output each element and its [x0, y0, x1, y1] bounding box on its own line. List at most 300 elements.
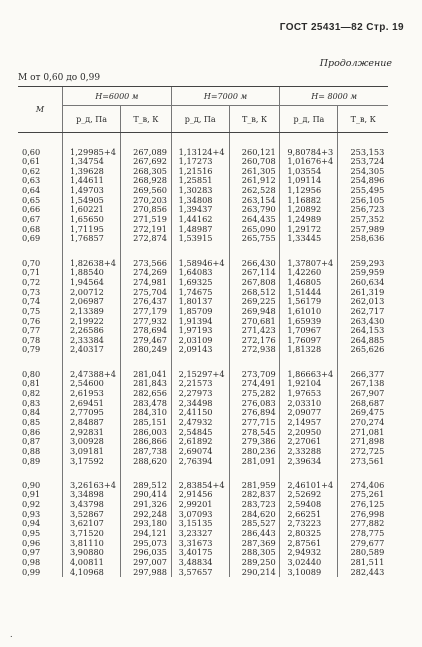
pressure-cell: 2,40317 [63, 345, 121, 355]
mach-cell: 0,96 [22, 537, 41, 548]
pressure-cell: 2,84887 [63, 418, 121, 428]
pressure-cell: 1,65650 [63, 215, 121, 225]
pressure-cell: 1,70967 [280, 326, 338, 336]
pressure-cell: 1,54905 [63, 196, 121, 206]
temperature-cell: 269,560 [121, 186, 172, 196]
table-row [18, 234, 388, 244]
pressure-cell: 1,03554 [280, 167, 338, 177]
temperature-cell: 274,406 [338, 481, 388, 491]
temperature-cell: 275,282 [229, 389, 280, 399]
mach-cell: 0,62 [22, 165, 41, 176]
temperature-cell: 297,988 [121, 568, 172, 578]
pressure-cell: 2,33288 [280, 447, 338, 457]
mach-cell: 0,94 [22, 518, 41, 529]
pressure-cell: 1,34754 [63, 157, 121, 167]
temperature-cell: 267,114 [229, 268, 280, 278]
pressure-cell: 3,48834 [171, 558, 229, 568]
temperature-cell: 276,894 [229, 408, 280, 418]
temperature-cell: 281,091 [229, 457, 280, 467]
temperature-cell: 267,808 [229, 278, 280, 288]
pressure-cell: 1,86663+4 [280, 370, 338, 380]
pressure-cell: 2,14957 [280, 418, 338, 428]
temperature-cell: 286,003 [121, 428, 172, 438]
pressure-cell: 2,09077 [280, 408, 338, 418]
pressure-cell: 2,83854+4 [171, 481, 229, 491]
group-spacer [18, 466, 388, 481]
pressure-cell: 3,62107 [63, 519, 121, 529]
mach-cell: 0,66 [22, 204, 41, 215]
temperature-cell: 259,959 [338, 268, 388, 278]
temperature-cell: 267,089 [121, 148, 172, 158]
temperature-header: T_в, К [338, 106, 388, 133]
temperature-cell: 286,866 [121, 437, 172, 447]
pressure-cell: 2,20950 [280, 428, 338, 438]
pressure-cell: 2,41150 [171, 408, 229, 418]
pressure-cell: 2,33384 [63, 336, 121, 346]
pressure-cell: 1,64083 [171, 268, 229, 278]
pressure-cell: 3,02440 [280, 558, 338, 568]
mach-cell: 0,97 [22, 547, 41, 558]
mach-cell: 0,61 [22, 156, 41, 167]
mach-cell: 0,65 [22, 194, 41, 205]
temperature-cell: 284,310 [121, 408, 172, 418]
pressure-cell: 2,87561 [280, 539, 338, 549]
mach-cell: 0,67 [22, 214, 41, 225]
temperature-cell: 290,214 [229, 568, 280, 578]
pressure-cell: 2,46101+4 [280, 481, 338, 491]
pressure-cell: 2,19922 [63, 317, 121, 327]
temperature-header: T_в, К [121, 106, 172, 133]
pressure-cell: 2,54600 [63, 379, 121, 389]
temperature-cell: 272,725 [338, 447, 388, 457]
pressure-cell: 3,23327 [171, 529, 229, 539]
mach-cell: 0,76 [22, 315, 41, 326]
temperature-cell: 277,179 [121, 307, 172, 317]
pressure-cell: 3,15135 [171, 519, 229, 529]
pressure-cell: 1,94564 [63, 278, 121, 288]
pressure-cell: 3,40175 [171, 548, 229, 558]
temperature-cell: 280,236 [229, 447, 280, 457]
temperature-cell: 283,478 [121, 399, 172, 409]
pressure-cell: 2,39634 [280, 457, 338, 467]
pressure-cell: 2,15297+4 [171, 370, 229, 380]
temperature-cell: 274,981 [121, 278, 172, 288]
mach-cell: 0,90 [22, 479, 41, 490]
temperature-cell: 262,717 [338, 307, 388, 317]
mach-cell: 0,86 [22, 426, 41, 437]
pressure-cell: 2,80325 [280, 529, 338, 539]
mach-cell: 0,87 [22, 436, 41, 447]
temperature-cell: 264,435 [229, 215, 280, 225]
pressure-cell: 2,94932 [280, 548, 338, 558]
temperature-cell: 263,430 [338, 317, 388, 327]
pressure-header: p_д, Па [171, 106, 229, 133]
atmosphere-table [18, 86, 388, 577]
temperature-cell: 282,656 [121, 389, 172, 399]
temperature-cell: 297,007 [121, 558, 172, 568]
pressure-cell: 1,49703 [63, 186, 121, 196]
mach-cell: 0,85 [22, 416, 41, 427]
pressure-cell: 1,39437 [171, 205, 229, 215]
temperature-cell: 266,430 [229, 259, 280, 269]
pressure-cell: 1,60221 [63, 205, 121, 215]
pressure-cell: 1,13124+4 [171, 148, 229, 158]
group-spacer [18, 355, 388, 370]
pressure-cell: 1,33445 [280, 234, 338, 244]
pressure-cell: 2,13389 [63, 307, 121, 317]
pressure-cell: 1,51444 [280, 288, 338, 298]
temperature-cell: 256,105 [338, 196, 388, 206]
temperature-cell: 253,153 [338, 148, 388, 158]
mach-cell: 0,73 [22, 286, 41, 297]
temperature-cell: 285,527 [229, 519, 280, 529]
page-mark: . [10, 630, 13, 639]
mach-cell: 0,80 [22, 368, 41, 379]
pressure-cell: 2,27973 [171, 389, 229, 399]
pressure-cell: 1,34808 [171, 196, 229, 206]
temperature-cell: 277,715 [229, 418, 280, 428]
pressure-cell: 3,57657 [171, 568, 229, 578]
pressure-cell: 1,37807+4 [280, 259, 338, 269]
pressure-cell: 2,91456 [171, 490, 229, 500]
temperature-cell: 279,677 [338, 539, 388, 549]
temperature-cell: 276,998 [338, 510, 388, 520]
temperature-cell: 267,907 [338, 389, 388, 399]
pressure-cell: 3,10089 [280, 568, 338, 578]
continuation-label: Продолжение [319, 58, 392, 69]
pressure-cell: 2,66251 [280, 510, 338, 520]
pressure-cell: 1,44611 [63, 176, 121, 186]
temperature-cell: 257,352 [338, 215, 388, 225]
mach-cell: 0,92 [22, 499, 41, 509]
pressure-cell: 2,61953 [63, 389, 121, 399]
mach-cell: 0,99 [22, 566, 41, 577]
mach-cell: 0,74 [22, 296, 41, 307]
temperature-cell: 284,620 [229, 510, 280, 520]
pressure-cell: 1,69325 [171, 278, 229, 288]
temperature-cell: 259,293 [338, 259, 388, 269]
mach-cell: 0,78 [22, 334, 41, 345]
temperature-cell: 287,369 [229, 539, 280, 549]
temperature-cell: 257,989 [338, 225, 388, 235]
pressure-cell: 2,34498 [171, 399, 229, 409]
pressure-cell: 2,77095 [63, 408, 121, 418]
temperature-cell: 286,443 [229, 529, 280, 539]
pressure-cell: 1,24989 [280, 215, 338, 225]
pressure-cell: 1,01676+4 [280, 157, 338, 167]
mach-cell: 0,69 [22, 233, 41, 244]
altitude-header: H=7000 м [171, 87, 280, 106]
pressure-cell: 2,69074 [171, 447, 229, 457]
mach-cell: 0,75 [22, 305, 41, 316]
pressure-cell: 1,81328 [280, 345, 338, 355]
pressure-cell: 1,21516 [171, 167, 229, 177]
pressure-cell: 1,71195 [63, 225, 121, 235]
page-header: ГОСТ 25431—82 Стр. 19 [279, 22, 404, 33]
temperature-cell: 276,083 [229, 399, 280, 409]
col-m-header: M [18, 87, 63, 133]
temperature-cell: 279,386 [229, 437, 280, 447]
pressure-cell: 2,06987 [63, 297, 121, 307]
temperature-cell: 296,035 [121, 548, 172, 558]
pressure-cell: 1,76857 [63, 234, 121, 244]
temperature-cell: 263,154 [229, 196, 280, 206]
temperature-cell: 275,704 [121, 288, 172, 298]
temperature-cell: 289,512 [121, 481, 172, 491]
temperature-cell: 280,249 [121, 345, 172, 355]
pressure-cell: 3,43798 [63, 500, 121, 510]
pressure-cell: 3,26163+4 [63, 481, 121, 491]
pressure-cell: 1,29985+4 [63, 148, 121, 158]
temperature-cell: 268,305 [121, 167, 172, 177]
pressure-cell: 1,16882 [280, 196, 338, 206]
temperature-cell: 276,437 [121, 297, 172, 307]
pressure-cell: 3,00928 [63, 437, 121, 447]
pressure-cell: 1,46805 [280, 278, 338, 288]
pressure-cell: 3,07093 [171, 510, 229, 520]
pressure-cell: 2,00712 [63, 288, 121, 298]
pressure-cell: 3,81110 [63, 539, 121, 549]
temperature-cell: 295,073 [121, 539, 172, 549]
table-row [18, 345, 388, 355]
mach-cell: 0,79 [22, 344, 41, 355]
pressure-cell: 1,97653 [280, 389, 338, 399]
temperature-cell: 268,512 [229, 288, 280, 298]
group-spacer [18, 133, 388, 148]
temperature-cell: 271,898 [338, 437, 388, 447]
temperature-cell: 269,225 [229, 297, 280, 307]
pressure-cell: 2,76394 [171, 457, 229, 467]
temperature-cell: 272,938 [229, 345, 280, 355]
pressure-cell: 2,03109 [171, 336, 229, 346]
pressure-cell: 1,80137 [171, 297, 229, 307]
pressure-cell: 3,90880 [63, 548, 121, 558]
temperature-cell: 265,626 [338, 345, 388, 355]
pressure-cell: 1,39628 [63, 167, 121, 177]
mach-cell: 0,89 [22, 455, 41, 466]
pressure-cell: 2,73223 [280, 519, 338, 529]
temperature-cell: 262,013 [338, 297, 388, 307]
pressure-cell: 2,54845 [171, 428, 229, 438]
temperature-cell: 272,191 [121, 225, 172, 235]
temperature-cell: 264,153 [338, 326, 388, 336]
temperature-cell: 266,377 [338, 370, 388, 380]
pressure-cell: 1,30283 [171, 186, 229, 196]
temperature-cell: 264,885 [338, 336, 388, 346]
temperature-cell: 274,269 [121, 268, 172, 278]
temperature-cell: 270,274 [338, 418, 388, 428]
temperature-cell: 270,203 [121, 196, 172, 206]
mach-cell: 0,77 [22, 325, 41, 336]
temperature-cell: 268,687 [338, 399, 388, 409]
temperature-cell: 261,319 [338, 288, 388, 298]
pressure-cell: 1,20892 [280, 205, 338, 215]
pressure-cell: 1,56179 [280, 297, 338, 307]
temperature-cell: 256,723 [338, 205, 388, 215]
mach-cell: 0,68 [22, 223, 41, 234]
pressure-cell: 2,52692 [280, 490, 338, 500]
temperature-cell: 281,843 [121, 379, 172, 389]
table-body [18, 133, 388, 578]
temperature-cell: 292,248 [121, 510, 172, 520]
temperature-cell: 254,305 [338, 167, 388, 177]
temperature-cell: 261,912 [229, 176, 280, 186]
temperature-cell: 267,138 [338, 379, 388, 389]
temperature-cell: 254,896 [338, 176, 388, 186]
temperature-cell: 287,738 [121, 447, 172, 457]
temperature-cell: 268,928 [121, 176, 172, 186]
pressure-cell: 1,91394 [171, 317, 229, 327]
altitude-header: H=6000 м [63, 87, 172, 106]
mach-cell: 0,95 [22, 527, 41, 538]
pressure-cell: 1,58946+4 [171, 259, 229, 269]
temperature-cell: 277,932 [121, 317, 172, 327]
pressure-cell: 2,92831 [63, 428, 121, 438]
pressure-cell: 3,71520 [63, 529, 121, 539]
pressure-cell: 2,61892 [171, 437, 229, 447]
altitude-header: H= 8000 м [280, 87, 388, 106]
temperature-cell: 291,326 [121, 500, 172, 510]
temperature-cell: 273,561 [338, 457, 388, 467]
table-row [18, 568, 388, 578]
temperature-cell: 270,856 [121, 205, 172, 215]
mach-cell: 0,91 [22, 489, 41, 500]
pressure-cell: 2,59408 [280, 500, 338, 510]
pressure-cell: 1,25851 [171, 176, 229, 186]
temperature-cell: 276,125 [338, 500, 388, 510]
pressure-header: p_д, Па [280, 106, 338, 133]
pressure-cell: 1,29172 [280, 225, 338, 235]
temperature-cell: 265,755 [229, 234, 280, 244]
pressure-cell: 9,80784+3 [280, 148, 338, 158]
pressure-cell: 4,10968 [63, 568, 121, 578]
temperature-cell: 282,443 [338, 568, 388, 578]
temperature-cell: 271,081 [338, 428, 388, 438]
pressure-cell: 3,31673 [171, 539, 229, 549]
temperature-cell: 272,874 [121, 234, 172, 244]
mach-cell: 0,60 [22, 146, 41, 157]
temperature-cell: 278,545 [229, 428, 280, 438]
temperature-cell: 260,121 [229, 148, 280, 158]
pressure-cell: 2,03310 [280, 399, 338, 409]
pressure-header: p_д, Па [63, 106, 121, 133]
temperature-cell: 285,151 [121, 418, 172, 428]
temperature-cell: 288,305 [229, 548, 280, 558]
temperature-cell: 278,775 [338, 529, 388, 539]
group-spacer [18, 244, 388, 259]
temperature-cell: 260,708 [229, 157, 280, 167]
temperature-cell: 278,694 [121, 326, 172, 336]
pressure-cell: 3,52867 [63, 510, 121, 520]
pressure-cell: 3,09181 [63, 447, 121, 457]
pressure-cell: 2,27061 [280, 437, 338, 447]
temperature-cell: 290,414 [121, 490, 172, 500]
pressure-cell: 1,65939 [280, 317, 338, 327]
temperature-cell: 273,566 [121, 259, 172, 269]
pressure-cell: 2,99201 [171, 500, 229, 510]
mach-cell: 0,72 [22, 276, 41, 287]
pressure-cell: 1,61010 [280, 307, 338, 317]
pressure-cell: 1,88540 [63, 268, 121, 278]
mach-cell: 0,63 [22, 175, 41, 186]
temperature-cell: 274,491 [229, 379, 280, 389]
pressure-cell: 2,47932 [171, 418, 229, 428]
temperature-cell: 265,090 [229, 225, 280, 235]
pressure-cell: 1,76097 [280, 336, 338, 346]
temperature-cell: 272,176 [229, 336, 280, 346]
pressure-cell: 2,47388+4 [63, 370, 121, 380]
mach-cell: 0,98 [22, 556, 41, 567]
mach-cell: 0,93 [22, 508, 41, 519]
pressure-cell: 1,09114 [280, 176, 338, 186]
temperature-cell: 293,180 [121, 519, 172, 529]
mach-cell: 0,71 [22, 267, 41, 278]
temperature-cell: 267,692 [121, 157, 172, 167]
temperature-cell: 263,790 [229, 205, 280, 215]
pressure-cell: 1,74675 [171, 288, 229, 298]
temperature-cell: 277,882 [338, 519, 388, 529]
temperature-header: T_в, К [229, 106, 280, 133]
pressure-cell: 3,17592 [63, 457, 121, 467]
temperature-cell: 281,511 [338, 558, 388, 568]
temperature-cell: 294,121 [121, 529, 172, 539]
temperature-cell: 279,467 [121, 336, 172, 346]
temperature-cell: 288,620 [121, 457, 172, 467]
pressure-cell: 1,97193 [171, 326, 229, 336]
temperature-cell: 281,959 [229, 481, 280, 491]
temperature-cell: 253,724 [338, 157, 388, 167]
mach-cell: 0,88 [22, 445, 41, 456]
mach-cell: 0,84 [22, 407, 41, 418]
pressure-cell: 1,85709 [171, 307, 229, 317]
temperature-cell: 273,709 [229, 370, 280, 380]
pressure-cell: 1,42260 [280, 268, 338, 278]
temperature-cell: 271,519 [121, 215, 172, 225]
pressure-cell: 2,26586 [63, 326, 121, 336]
temperature-cell: 260,634 [338, 278, 388, 288]
temperature-cell: 255,495 [338, 186, 388, 196]
mach-cell: 0,64 [22, 185, 41, 196]
temperature-cell: 289,250 [229, 558, 280, 568]
mach-cell: 0,81 [22, 378, 41, 389]
pressure-cell: 2,09143 [171, 345, 229, 355]
mach-cell: 0,70 [22, 257, 41, 268]
temperature-cell: 281,041 [121, 370, 172, 380]
pressure-cell: 4,00811 [63, 558, 121, 568]
temperature-cell: 283,723 [229, 500, 280, 510]
table-row [18, 457, 388, 467]
pressure-cell: 2,69451 [63, 399, 121, 409]
temperature-cell: 280,589 [338, 548, 388, 558]
pressure-cell: 1,92104 [280, 379, 338, 389]
temperature-cell: 275,261 [338, 490, 388, 500]
temperature-cell: 261,305 [229, 167, 280, 177]
temperature-cell: 269,475 [338, 408, 388, 418]
pressure-cell: 3,34898 [63, 490, 121, 500]
mach-range-label: M от 0,60 до 0,99 [18, 73, 101, 83]
pressure-cell: 1,44162 [171, 215, 229, 225]
temperature-cell: 258,636 [338, 234, 388, 244]
temperature-cell: 271,423 [229, 326, 280, 336]
pressure-cell: 1,12956 [280, 186, 338, 196]
mach-cell: 0,83 [22, 397, 41, 408]
pressure-cell: 2,21573 [171, 379, 229, 389]
pressure-cell: 1,53915 [171, 234, 229, 244]
pressure-cell: 1,48987 [171, 225, 229, 235]
temperature-cell: 270,681 [229, 317, 280, 327]
mach-cell: 0,82 [22, 387, 41, 398]
pressure-cell: 1,17273 [171, 157, 229, 167]
